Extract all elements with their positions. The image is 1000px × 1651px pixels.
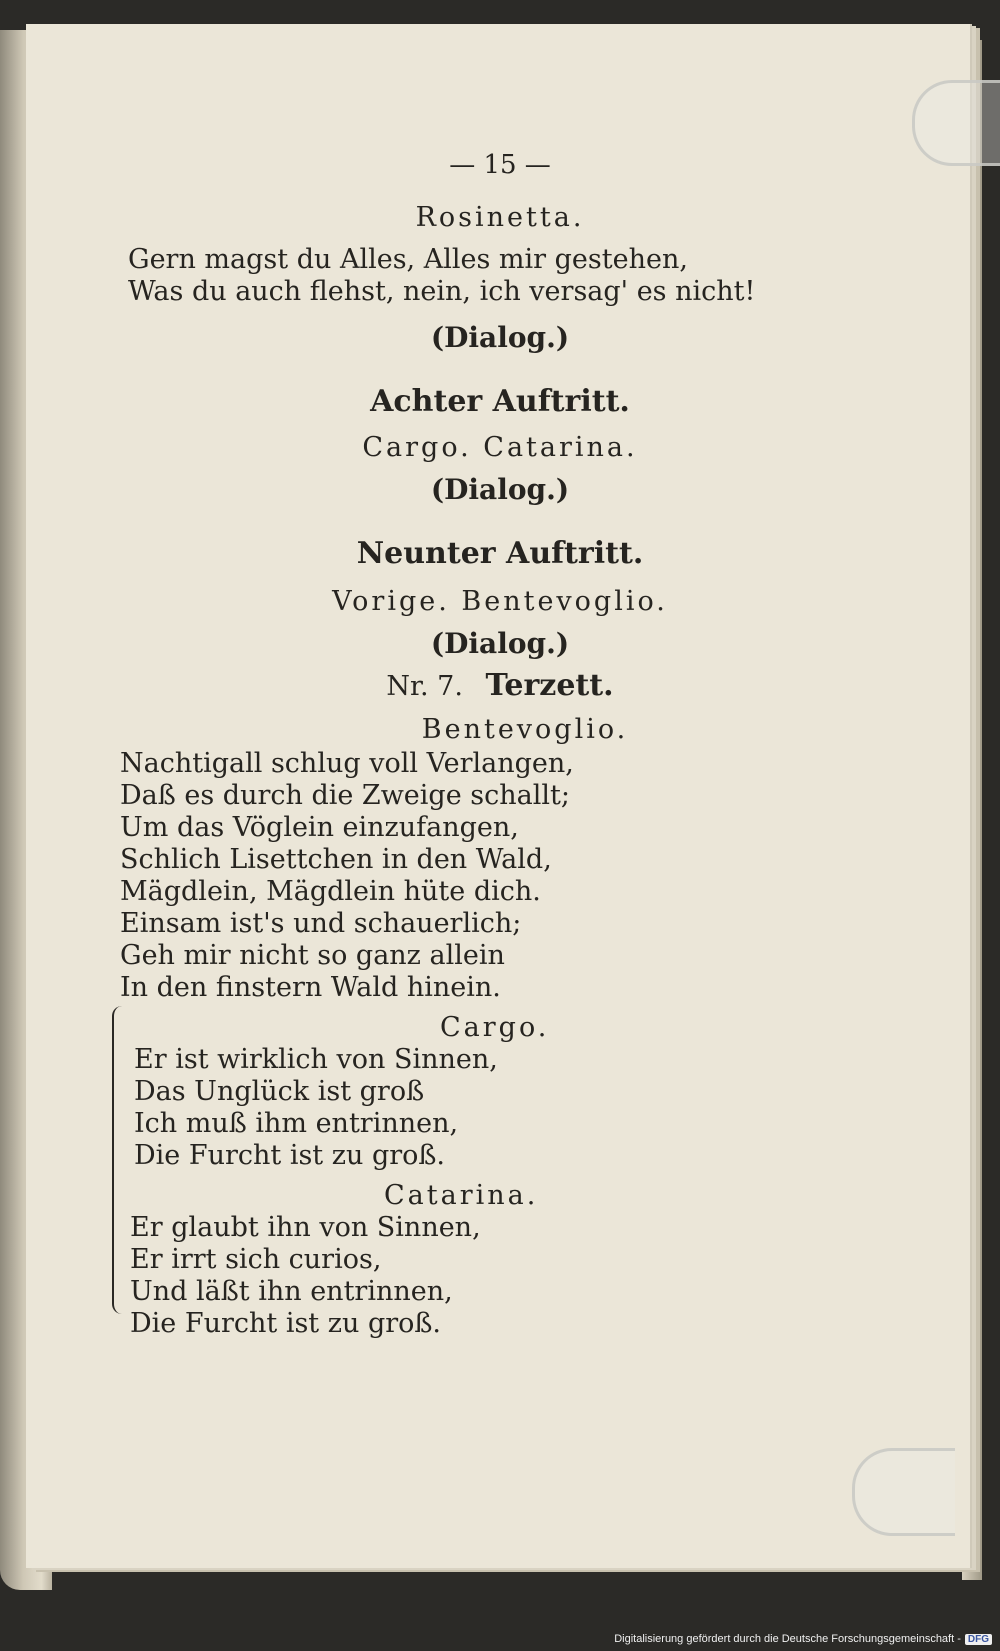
verse-line: Geh mir nicht so ganz allein	[120, 940, 505, 971]
verse-line: Er ist wirklich von Sinnen,	[134, 1044, 498, 1075]
verse-line: Das Unglück ist groß	[134, 1076, 425, 1107]
speaker-cargo: Cargo.	[440, 1012, 550, 1043]
verse-line: Nachtigall schlug voll Verlangen,	[120, 748, 574, 779]
scene-cast-9: Vorige. Bentevoglio.	[332, 586, 668, 617]
speaker-bentevoglio: Bentevoglio.	[421, 714, 629, 745]
dfg-logo: DFG	[965, 1634, 992, 1645]
verse-line: Er glaubt ihn von Sinnen,	[130, 1212, 481, 1243]
scene-cast-8: Cargo. Catarina.	[362, 432, 638, 463]
verse-line: Und läßt ihn entrinnen,	[130, 1276, 453, 1307]
number-title: Terzett.	[485, 668, 614, 703]
stage-direction-dialog: (Dialog.)	[430, 321, 570, 354]
stage-direction-dialog: (Dialog.)	[430, 627, 570, 660]
verse-line: Die Furcht ist zu groß.	[134, 1140, 446, 1171]
speaker-catarina: Catarina.	[384, 1180, 539, 1211]
verse-line: In den finstern Wald hinein.	[120, 972, 501, 1003]
verse-line: Einsam ist's und schauerlich;	[120, 908, 522, 939]
speaker-rosinetta: Rosinetta.	[415, 202, 585, 233]
verse-brace	[112, 1006, 128, 1314]
verse-line: Er irrt sich curios,	[130, 1244, 382, 1275]
page-clip-bottom	[852, 1448, 955, 1536]
page-number: — 15 —	[449, 150, 551, 180]
scene-title-9: Neunter Auftritt.	[356, 536, 644, 571]
verse-line: Schlich Lisettchen in den Wald,	[120, 844, 552, 875]
verse-line: Mägdlein, Mägdlein hüte dich.	[120, 876, 541, 907]
verse-line: Was du auch flehst, nein, ich versag' es nicht!	[128, 276, 756, 307]
verse-line: Gern magst du Alles, Alles mir gestehen,	[128, 244, 688, 275]
verse-line: Ich muß ihm entrinnen,	[134, 1108, 459, 1139]
number-heading	[0, 670, 1000, 703]
credit-text: Digitalisierung gefördert durch die Deutsche Forschungsgemeinschaft -	[614, 1633, 961, 1645]
scene-title-8: Achter Auftritt.	[370, 384, 630, 419]
verse-line: Daß es durch die Zweige schallt;	[120, 780, 570, 811]
verse-line: Die Furcht ist zu groß.	[130, 1308, 442, 1339]
stage-direction-dialog: (Dialog.)	[430, 473, 570, 506]
verse-line: Um das Vöglein einzufangen,	[120, 812, 519, 843]
digitization-credit	[614, 1633, 992, 1645]
number-label: Nr. 7.	[386, 671, 463, 702]
